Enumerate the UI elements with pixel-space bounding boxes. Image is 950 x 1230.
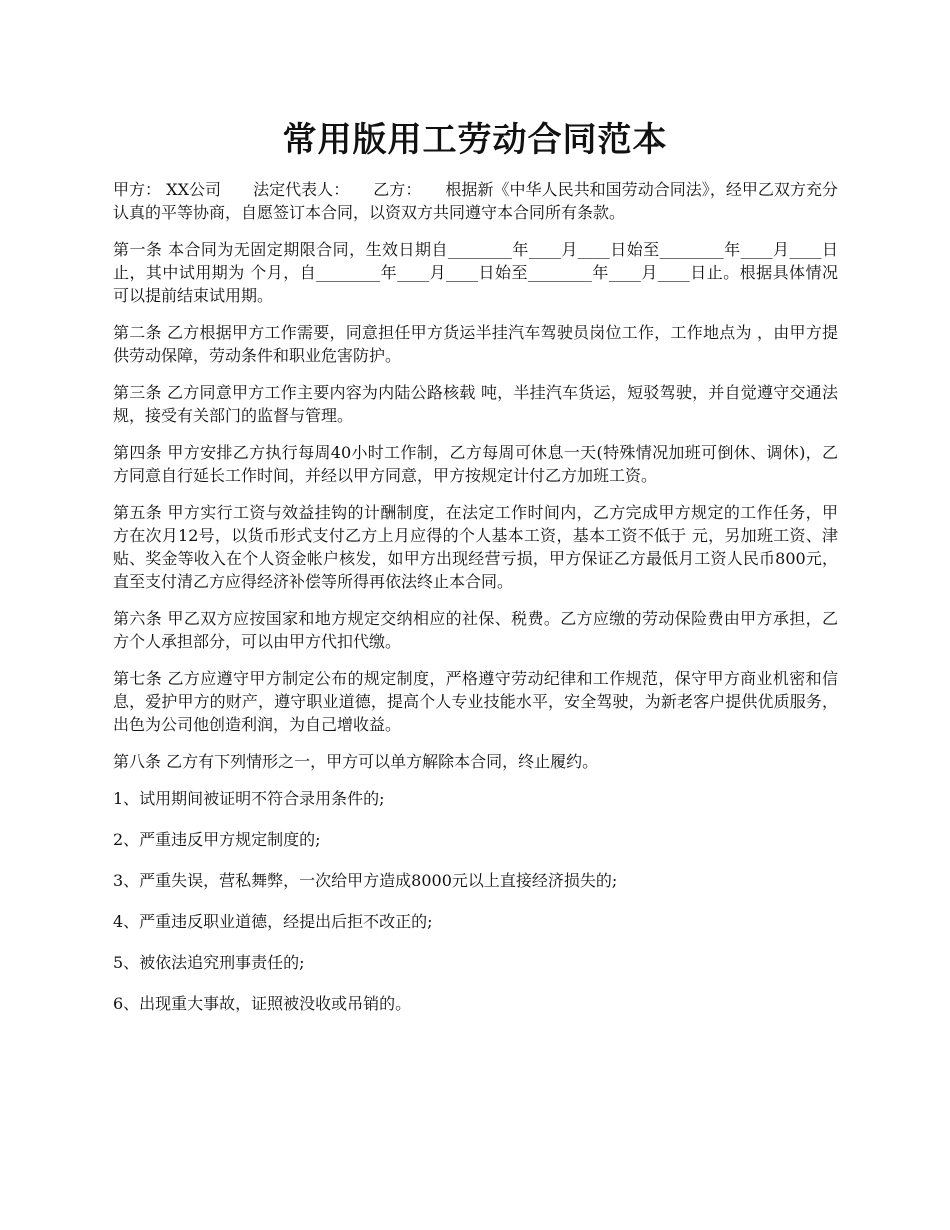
- list-item: 5、被依法追究刑事责任的;: [113, 953, 305, 972]
- list-item: 6、出现重大事故，证照被没收或吊销的。: [113, 994, 412, 1013]
- document-body: [113, 178, 838, 1033]
- list-item: 2、严重违反甲方规定制度的;: [113, 830, 321, 849]
- list-item: 1、试用期间被证明不符合录用条件的;: [113, 789, 385, 808]
- list-item: 3、严重失误，营私舞弊，一次给甲方造成8000元以上直接经济损失的;: [113, 871, 618, 890]
- article-4: 第四条 甲方安排乙方执行每周40小时工作制，乙方每周可休息一天(特殊情况加班可倒休、调休)，乙方同意自行延长工作时间，并经以甲方同意，甲方按规定计付乙方加班工资。: [113, 443, 838, 485]
- intro-paragraph: 甲方： XX公司 法定代表人： 乙方： 根据新《中华人民共和国劳动合同法》，经甲乙双方充分认真的平等协商，自愿签订本合同，以资双方共同遵守本合同所有条款。: [113, 180, 838, 222]
- list-item: 4、严重违反职业道德，经提出后拒不改正的;: [113, 912, 433, 931]
- article-3: 第三条 乙方同意甲方工作主要内容为内陆公路核载 吨，半挂汽车货运，短驳驾驶，并自觉遵守交通法规，接受有关部门的监督与管理。: [113, 383, 838, 425]
- article-2: 第二条 乙方根据甲方工作需要，同意担任甲方货运半挂汽车驾驶员岗位工作，工作地点为 ，由甲方提供劳动保障，劳动条件和职业危害防护。: [113, 323, 838, 365]
- article-6: 第六条 甲乙双方应按国家和地方规定交纳相应的社保、税费。乙方应缴的劳动保险费由甲方承担，乙方个人承担部分，可以由甲方代扣代缴。: [113, 609, 838, 651]
- document-title: 常用版用工劳动合同范本: [282, 120, 668, 160]
- article-1: 第一条 本合同为无固定期限合同，生效日期自________年____月____日始至________年____月____日止，其中试用期为 个月，自________年____月____日始至________年____月____日止。根据具体情况可以提前结束试用期。: [113, 240, 838, 305]
- article-8: 第八条 乙方有下列情形之一，甲方可以单方解除本合同，终止履约。: [113, 752, 599, 771]
- article-5: 第五条 甲方实行工资与效益挂钩的计酬制度，在法定工作时间内，乙方完成甲方规定的工作任务，甲方在次月12号，以货币形式支付乙方上月应得的个人基本工资，基本工资不低于 元，另加班工资、津贴、奖金等收入在个人资金帐户核发，如甲方出现经营亏损，甲方保证乙方最低月工资人民币800元，直至支付清乙方应得经济补偿等所得再依法终止本合同。: [113, 503, 838, 591]
- article-7: 第七条 乙方应遵守甲方制定公布的规定制度，严格遵守劳动纪律和工作规范，保守甲方商业机密和信息，爱护甲方的财产，遵守职业道德，提高个人专业技能水平，安全驾驶，为新老客户提供优质服务，出色为公司他创造利润，为自己增收益。: [113, 669, 838, 734]
